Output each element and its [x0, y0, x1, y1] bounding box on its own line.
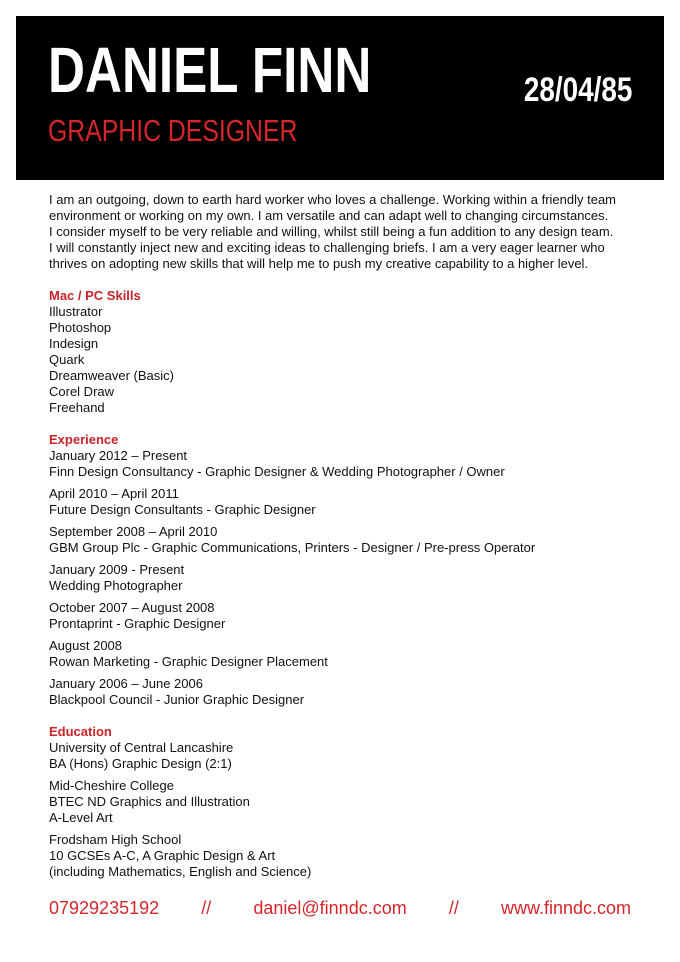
experience-dates: August 2008	[49, 638, 123, 653]
statement-line: I consider myself to be very reliable and willing, whilst still being a fun addition to any design team.	[49, 224, 614, 239]
education-line: University of Central Lancashire	[49, 740, 234, 755]
company-name: Rowan Marketing	[49, 654, 151, 669]
website-link[interactable]: www.finndc.com	[500, 898, 631, 918]
skills-heading: Mac / PC Skills	[49, 288, 141, 303]
date-of-birth: 28/04/85	[523, 71, 632, 109]
education-heading: Education	[49, 724, 112, 739]
job-title: GRAPHIC DESIGNER	[48, 113, 298, 148]
experience-entry	[49, 448, 641, 480]
experience-entry	[49, 562, 641, 594]
experience-detail	[49, 692, 641, 708]
skill-item: Corel Draw	[49, 384, 115, 399]
skills-section	[49, 288, 641, 416]
statement-line: I will constantly inject new and exciting ideas to challenging briefs. I am a very eager learner who	[49, 240, 605, 255]
experience-detail	[49, 502, 641, 518]
education-line: Mid-Cheshire College	[49, 778, 174, 793]
skill-item: Quark	[49, 352, 85, 367]
skill-item: Photoshop	[49, 320, 112, 335]
experience-detail	[49, 578, 641, 594]
phone-number[interactable]: 07929235192	[49, 898, 160, 918]
contact-footer	[49, 897, 631, 919]
skill-item: Freehand	[49, 400, 105, 415]
skill-item: Dreamweaver (Basic)	[49, 368, 174, 383]
candidate-name: DANIEL FINN	[48, 34, 372, 106]
statement-line: I am an outgoing, down to earth hard worker who loves a challenge. Working within a friendly team	[49, 192, 617, 207]
experience-dates: January 2009 - Present	[49, 562, 185, 577]
experience-entry	[49, 638, 641, 670]
experience-dates: January 2006 – June 2006	[49, 676, 203, 691]
education-entry	[49, 778, 641, 826]
experience-detail	[49, 616, 641, 632]
experience-entry	[49, 486, 641, 518]
separator: //	[201, 898, 212, 918]
experience-heading: Experience	[49, 432, 119, 447]
education-entry	[49, 740, 641, 772]
education-line: A-Level Art	[49, 810, 113, 825]
position-title: - Graphic Designer & Wedding Photographer / Owner	[193, 464, 505, 479]
position-title: - Graphic Communications, Printers - Designer / Pre-press Operator	[140, 540, 536, 555]
education-line: Frodsham High School	[49, 832, 182, 847]
experience-section	[49, 432, 641, 708]
position-title: - Graphic Designer	[202, 502, 316, 517]
education-line: (including Mathematics, English and Science)	[49, 864, 312, 879]
company-name: GBM Group Plc	[49, 540, 141, 555]
separator: //	[448, 898, 459, 918]
email-link[interactable]: daniel@finndc.com	[253, 898, 407, 918]
experience-dates: October 2007 – August 2008	[49, 600, 215, 615]
position-title: - Junior Graphic Designer	[152, 692, 305, 707]
education-line: BTEC ND Graphics and Illustration	[49, 794, 250, 809]
cv-header	[16, 16, 664, 180]
experience-detail	[49, 464, 641, 480]
cv-body	[49, 192, 641, 896]
statement-line: thrives on adopting new skills that will help me to push my creative capability to a higher level.	[49, 256, 589, 271]
experience-entry	[49, 600, 641, 632]
position-title: - Graphic Designer	[112, 616, 226, 631]
statement-line: environment or working on my own. I am versatile and can adapt well to changing circumstances.	[49, 208, 609, 223]
company-name: Finn Design Consultancy	[49, 464, 194, 479]
position-title: - Graphic Designer Placement	[150, 654, 328, 669]
education-entry	[49, 832, 641, 880]
experience-detail	[49, 540, 641, 556]
position-title: Wedding Photographer	[49, 578, 183, 593]
personal-statement	[49, 192, 641, 272]
skill-item: Illustrator	[49, 304, 103, 319]
company-name: Future Design Consultants	[49, 502, 203, 517]
experience-entry	[49, 676, 641, 708]
experience-entry	[49, 524, 641, 556]
experience-dates: April 2010 – April 2011	[49, 486, 179, 501]
education-line: 10 GCSEs A-C, A Graphic Design & Art	[49, 848, 276, 863]
company-name: Prontaprint	[49, 616, 113, 631]
skill-item: Indesign	[49, 336, 99, 351]
experience-dates: January 2012 – Present	[49, 448, 188, 463]
company-name: Blackpool Council	[49, 692, 153, 707]
education-section	[49, 724, 641, 880]
experience-detail	[49, 654, 641, 670]
experience-dates: September 2008 – April 2010	[49, 524, 218, 539]
education-line: BA (Hons) Graphic Design (2:1)	[49, 756, 232, 771]
